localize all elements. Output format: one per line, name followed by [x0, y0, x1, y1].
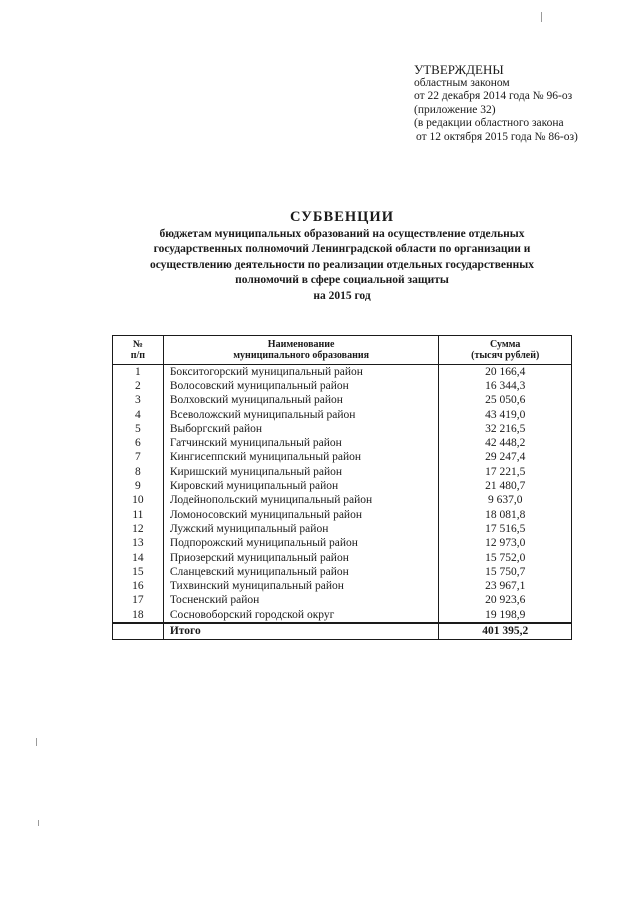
table-row — [113, 608, 572, 623]
row-number: 1 — [113, 365, 164, 380]
table-row — [113, 365, 572, 380]
table-row — [113, 379, 572, 393]
subsidy-amount: 12 973,0 — [439, 537, 572, 551]
scan-speck — [38, 820, 39, 826]
municipality-name: Лужский муниципальный район — [163, 522, 439, 536]
municipality-name: Бокситогорский муниципальный район — [163, 365, 439, 380]
table-row — [113, 579, 572, 593]
row-number: 6 — [113, 436, 164, 450]
row-number: 13 — [113, 537, 164, 551]
subsidy-amount: 43 419,0 — [439, 408, 572, 422]
subsidy-amount: 16 344,3 — [439, 379, 572, 393]
approval-heading: УТВЕРЖДЕНЫ — [414, 62, 504, 77]
table-row — [113, 408, 572, 422]
table-row — [113, 436, 572, 450]
municipality-name: Тосненский район — [163, 594, 439, 608]
row-number: 3 — [113, 394, 164, 408]
subsidy-amount: 23 967,1 — [439, 579, 572, 593]
subsidy-amount: 21 480,7 — [439, 479, 572, 493]
row-number: 8 — [113, 465, 164, 479]
subsidy-amount: 17 516,5 — [439, 522, 572, 536]
total-number-cell — [113, 623, 164, 639]
total-row — [113, 623, 572, 639]
municipality-name: Подпорожский муниципальный район — [163, 537, 439, 551]
table-row — [113, 451, 572, 465]
total-label: Итого — [163, 623, 439, 639]
row-number: 16 — [113, 579, 164, 593]
header-number: № п/п — [113, 336, 164, 365]
scan-speck — [36, 738, 37, 746]
table-row — [113, 594, 572, 608]
subsidy-amount: 20 166,4 — [439, 365, 572, 380]
municipality-name: Всеволожский муниципальный район — [163, 408, 439, 422]
row-number: 10 — [113, 494, 164, 508]
subsidy-amount: 9 637,0 — [439, 494, 572, 508]
document-title — [100, 208, 584, 304]
municipality-name: Киришский муниципальный район — [163, 465, 439, 479]
approval-line: (приложение 32) — [414, 103, 496, 116]
approval-line: областным законом — [414, 77, 510, 89]
row-number: 14 — [113, 551, 164, 565]
title-line: на 2015 год — [313, 289, 371, 302]
approval-line: от 12 октября 2015 года № 86-оз) — [416, 130, 578, 143]
subsidy-table — [112, 335, 572, 640]
municipality-name: Ломоносовский муниципальный район — [163, 508, 439, 522]
municipality-name: Кировский муниципальный район — [163, 479, 439, 493]
municipality-name: Волосовский муниципальный район — [163, 379, 439, 393]
table-row — [113, 422, 572, 436]
title-line: осуществлению деятельности по реализации отдельных государственных — [149, 258, 534, 271]
row-number: 4 — [113, 408, 164, 422]
table-row — [113, 522, 572, 536]
total-sum: 401 395,2 — [439, 623, 572, 639]
municipality-name: Сланцевский муниципальный район — [163, 565, 439, 579]
subsidy-amount: 15 752,0 — [439, 551, 572, 565]
table-row — [113, 551, 572, 565]
row-number: 17 — [113, 594, 164, 608]
municipality-name: Выборгский район — [163, 422, 439, 436]
table-body — [113, 365, 572, 624]
row-number: 2 — [113, 379, 164, 393]
row-number: 5 — [113, 422, 164, 436]
municipality-name: Сосновоборский городской округ — [163, 608, 439, 623]
approval-line: (в редакции областного закона — [414, 117, 564, 130]
row-number: 11 — [113, 508, 164, 522]
municipality-name: Лодейнопольский муниципальный район — [163, 494, 439, 508]
header-name: Наименование муниципального образования — [163, 336, 439, 365]
table-row — [113, 465, 572, 479]
scan-speck — [541, 12, 542, 22]
title-line: государственных полномочий Ленинградской области по организации и — [153, 243, 531, 256]
row-number: 18 — [113, 608, 164, 623]
table-row — [113, 394, 572, 408]
municipality-name: Гатчинский муниципальный район — [163, 436, 439, 450]
subsidy-amount: 20 923,6 — [439, 594, 572, 608]
subsidy-amount: 29 247,4 — [439, 451, 572, 465]
approval-line: от 22 декабря 2014 года № 96-оз — [414, 90, 573, 103]
row-number: 7 — [113, 451, 164, 465]
municipality-name: Тихвинский муниципальный район — [163, 579, 439, 593]
row-number: 15 — [113, 565, 164, 579]
approval-stamp — [414, 62, 634, 144]
table-row — [113, 479, 572, 493]
subsidy-amount: 25 050,6 — [439, 394, 572, 408]
table-row — [113, 537, 572, 551]
title-line: бюджетам муниципальных образований на осуществление отдельных — [159, 228, 525, 240]
table-row — [113, 565, 572, 579]
title-main: СУБВЕНЦИИ — [290, 209, 394, 225]
subsidy-amount: 32 216,5 — [439, 422, 572, 436]
table-row — [113, 508, 572, 522]
municipality-name: Кингисеппский муниципальный район — [163, 451, 439, 465]
municipality-name: Приозерский муниципальный район — [163, 551, 439, 565]
subsidy-amount: 18 081,8 — [439, 508, 572, 522]
table-header — [113, 336, 572, 365]
subsidy-amount: 19 198,9 — [439, 608, 572, 623]
row-number: 12 — [113, 522, 164, 536]
subsidy-amount: 17 221,5 — [439, 465, 572, 479]
municipality-name: Волховский муниципальный район — [163, 394, 439, 408]
subsidy-amount: 15 750,7 — [439, 565, 572, 579]
title-line: полномочий в сфере социальной защиты — [235, 274, 449, 287]
header-sum: Сумма (тысяч рублей) — [439, 336, 572, 365]
row-number: 9 — [113, 479, 164, 493]
table-row — [113, 494, 572, 508]
subsidy-amount: 42 448,2 — [439, 436, 572, 450]
